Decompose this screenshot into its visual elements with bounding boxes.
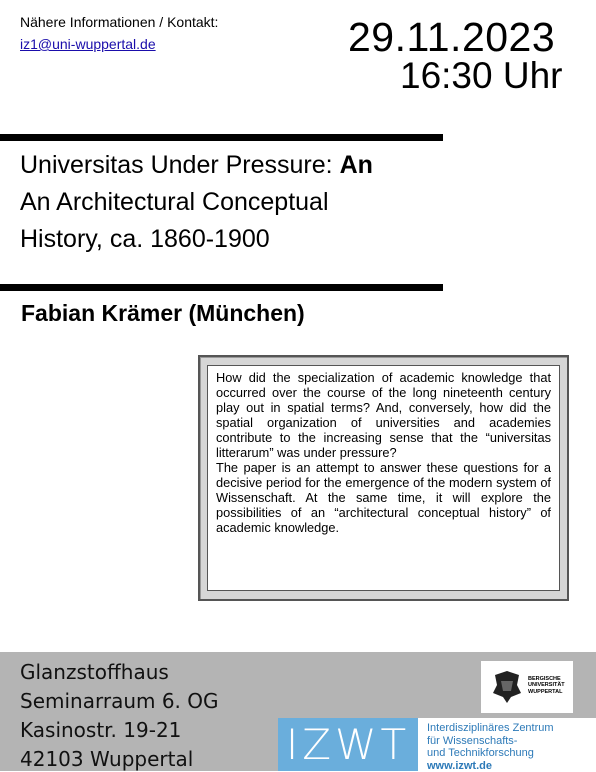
izwt-line-1: Interdisziplinäres Zentrum bbox=[427, 722, 596, 735]
venue-room: Seminarraum 6. OG bbox=[20, 689, 219, 713]
contact-email-link[interactable]: iz1@uni-wuppertal.de bbox=[20, 36, 156, 52]
venue-city: 42103 Wuppertal bbox=[20, 747, 193, 771]
venue-street: Kasinostr. 19-21 bbox=[20, 718, 181, 742]
abstract-box bbox=[207, 365, 560, 591]
contact-label: Nähere Informationen / Kontakt: bbox=[20, 14, 218, 30]
event-time: 16:30 Uhr bbox=[400, 55, 563, 97]
venue-building: Glanzstoffhaus bbox=[20, 660, 169, 684]
abstract-paragraph-2: The paper is an attempt to answer these questions for a decisive period for the emergence of the modern system of Wissenschaft. At the same time, it will explore the possibilities of an “architectural conceptual history” of academic knowledge. bbox=[216, 460, 551, 535]
izwt-line-2: für Wissenschafts- bbox=[427, 735, 596, 748]
top-divider bbox=[0, 134, 443, 141]
izwt-line-3: und Technikforschung bbox=[427, 747, 596, 760]
izwt-logo-mark: IZWT bbox=[278, 718, 418, 771]
abstract-paragraph-1: How did the specialization of academic knowledge that occurred over the course of the long nineteenth century play out in spatial terms? And, conversely, how did the spatial organization of universities and academies contribute to the increasing sense that the “universitas litterarum” was under pressure? bbox=[216, 370, 551, 460]
university-logo bbox=[481, 661, 573, 713]
university-line-1: BERGISCHE bbox=[528, 676, 565, 682]
title-line-2: An Architectural Conceptual bbox=[20, 184, 329, 221]
footer bbox=[0, 652, 596, 771]
abstract-frame bbox=[198, 355, 569, 601]
university-line-2: UNIVERSITÄT bbox=[528, 682, 565, 688]
izwt-website[interactable]: www.izwt.de bbox=[427, 760, 596, 772]
title-line-1 bbox=[20, 147, 373, 184]
speaker-name: Fabian Krämer (München) bbox=[21, 300, 305, 327]
title-line-1-bold: An bbox=[340, 151, 373, 179]
university-line-3: WUPPERTAL bbox=[528, 689, 565, 695]
event-date: 29.11.2023 bbox=[348, 14, 555, 61]
izwt-logo-text bbox=[418, 718, 596, 771]
title-line-1-text: Universitas Under Pressure: bbox=[20, 151, 340, 179]
university-crest-icon bbox=[487, 667, 527, 707]
university-name bbox=[528, 676, 565, 695]
title-line-3: History, ca. 1860-1900 bbox=[20, 221, 270, 258]
bottom-divider bbox=[0, 284, 443, 291]
